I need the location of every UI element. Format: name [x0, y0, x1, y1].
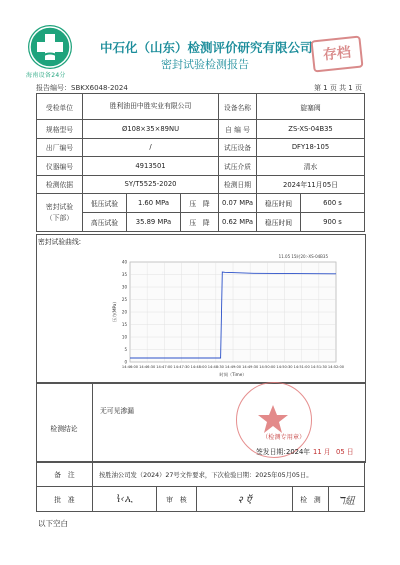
- low-hold-label: 稳压时间: [257, 194, 301, 213]
- client-value: 胜利油田中胜实业有限公司: [83, 94, 219, 120]
- instrument-no-value: 4913501: [83, 157, 219, 176]
- high-hold-value: 900 s: [301, 213, 365, 232]
- high-hold-label: 稳压时间: [257, 213, 301, 232]
- client-label: 受检单位: [37, 94, 83, 120]
- issue-day: 05 日: [336, 448, 354, 456]
- y-tick-label: 15: [121, 322, 127, 327]
- x-tick-label: 14:51:00: [293, 365, 310, 369]
- issue-year: 2024年: [286, 448, 311, 456]
- x-tick-label: 14:50:30: [276, 365, 293, 369]
- chart-title: 11.05 15时20:-XS-04B35: [278, 254, 328, 259]
- seal-star-icon: [256, 402, 290, 436]
- high-test-label: 高压试验: [83, 213, 127, 232]
- x-tick-label: 14:46:30: [139, 365, 156, 369]
- device-value: 旋塞阀: [257, 94, 365, 120]
- conclusion-text: 无可见渗漏: [100, 407, 134, 415]
- info-table: [36, 93, 365, 232]
- y-tick-label: 40: [121, 259, 127, 265]
- high-drop-label: 压 降: [181, 213, 219, 232]
- x-tick-label: 14:47:00: [156, 365, 173, 369]
- x-tick-label: 14:46:00: [121, 365, 139, 369]
- test-medium-value: 清水: [257, 157, 365, 176]
- pressure-chart: [38, 244, 362, 380]
- low-drop-value: 0.07 MPa: [219, 194, 257, 213]
- test-equip-value: DFY18-105: [257, 138, 365, 157]
- x-tick-label: 14:47:30: [173, 365, 190, 369]
- test-medium-label: 试压介质: [219, 157, 257, 176]
- approve-signature: ꝇ‹ኢ: [93, 487, 157, 512]
- y-tick-label: 0: [124, 359, 127, 365]
- device-label: 设备名称: [219, 94, 257, 120]
- x-tick-label: 14:51:30: [310, 365, 327, 369]
- end-note: 以下空白: [38, 519, 68, 528]
- y-tick-label: 25: [121, 297, 127, 302]
- factory-no-value: /: [83, 138, 219, 157]
- y-tick-label: 30: [121, 284, 127, 290]
- approve-label: 批 准: [37, 487, 93, 512]
- seal-test-label: 密封试验（下部）: [37, 194, 83, 232]
- archive-stamp: 存档: [310, 35, 363, 72]
- low-test-label: 低压试验: [83, 194, 127, 213]
- issue-date-label: 签发日期：: [256, 448, 290, 456]
- y-axis-label: 压力(MPa): [112, 301, 117, 323]
- remark-label: 备 注: [37, 462, 93, 487]
- y-tick-label: 5: [124, 347, 127, 352]
- seal-text: （检测专用章）: [262, 434, 306, 441]
- issue-month: 11 月: [313, 448, 331, 456]
- basis-value: SY/T5525-2020: [83, 175, 219, 194]
- y-tick-label: 35: [121, 272, 127, 277]
- review-signature: २ ऍ: [197, 487, 293, 512]
- x-tick-label: 14:48:00: [190, 365, 207, 369]
- spec-label: 规格型号: [37, 120, 83, 139]
- report-number: 报告编号：SBKX6048-2024: [36, 84, 128, 92]
- logo-caption: 海南设备24分: [26, 72, 66, 79]
- org-name: 中石化（山东）检测评价研究有限公司: [100, 40, 313, 55]
- conclusion-label-cell: [36, 382, 93, 461]
- test-label: 检 测: [293, 487, 329, 512]
- high-drop-value: 0.62 MPa: [219, 213, 257, 232]
- date-label: 检测日期: [219, 175, 257, 194]
- instrument-no-label: 仪器编号: [37, 157, 83, 176]
- report-title: 密封试验检测报告: [161, 58, 249, 71]
- review-label: 审 核: [157, 487, 197, 512]
- self-no-value: ZS-XS-04B35: [257, 120, 365, 139]
- conclusion-label: 检测结论: [50, 425, 78, 433]
- basis-label: 检测依据: [37, 175, 83, 194]
- high-test-value: 35.89 MPa: [127, 213, 181, 232]
- spec-value: Ø108×35×89NU: [83, 120, 219, 139]
- x-axis-label: 时间（Time）: [219, 372, 247, 377]
- test-equip-label: 试压设备: [219, 138, 257, 157]
- chart-caption: 密封试验曲线:: [38, 238, 82, 246]
- x-tick-label: 14:49:00: [224, 365, 242, 369]
- date-value: 2024年11月05日: [257, 175, 365, 194]
- y-tick-label: 10: [121, 334, 127, 340]
- low-hold-value: 600 s: [301, 194, 365, 213]
- low-drop-label: 压 降: [181, 194, 219, 213]
- page-indicator: 第 1 页 共 1 页: [313, 84, 362, 92]
- x-tick-label: 14:52:00: [327, 365, 345, 369]
- self-no-label: 自 编 号: [219, 120, 257, 139]
- low-test-value: 1.60 MPa: [127, 194, 181, 213]
- x-tick-label: 14:49:30: [242, 365, 259, 369]
- test-signature: ℸ紐: [329, 487, 365, 512]
- factory-no-label: 出厂编号: [37, 138, 83, 157]
- remark-value: 按胜油公司发（2024）27号文件要求，下次检验日期：2025年05月05日。: [93, 462, 365, 487]
- x-tick-label: 14:50:00: [259, 365, 276, 369]
- x-tick-label: 14:48:30: [207, 365, 224, 369]
- footer-table: [36, 461, 365, 512]
- company-logo: [28, 25, 72, 69]
- y-tick-label: 20: [121, 309, 127, 315]
